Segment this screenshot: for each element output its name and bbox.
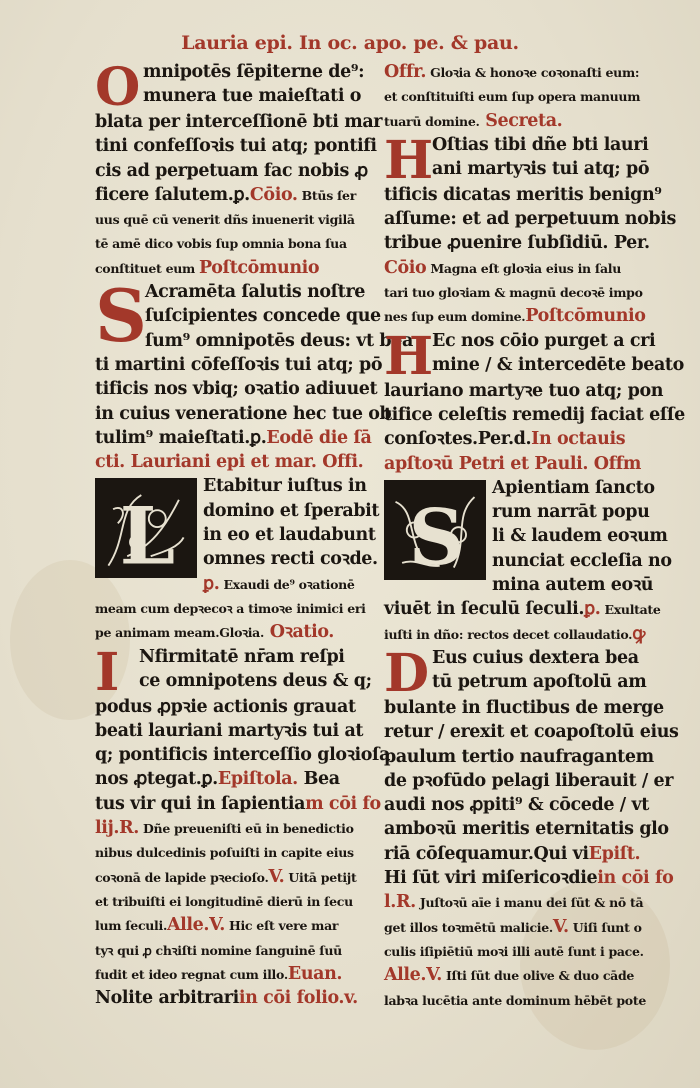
text-segment: fudit et ideo regnat cum illo. xyxy=(95,966,288,982)
text-lines xyxy=(384,183,676,329)
text-line xyxy=(384,745,656,769)
text-line xyxy=(384,890,656,914)
text-segment: conſtituet eum xyxy=(95,260,199,276)
text-segment: tari tuo gloꝛiam & magnū decoꝛē impo xyxy=(384,285,643,301)
rubric-text: Cōio xyxy=(384,257,427,278)
text-segment: audi nos ꝓpiti⁹ & cōcede / vt xyxy=(384,795,649,816)
text-lines xyxy=(384,696,679,1012)
text-segment: uus quē cū venerit dñs inuenerit vigilā xyxy=(95,212,355,228)
text-line xyxy=(95,767,363,791)
text-segment: omnes recti coꝛde. xyxy=(203,549,378,570)
text-segment: ſuſcipientes concede que xyxy=(145,306,381,327)
rubric-text: V. xyxy=(268,866,285,887)
text-segment: viuēt in ſeculū ſeculi. xyxy=(384,599,585,620)
text-lines xyxy=(203,474,380,595)
text-line xyxy=(384,280,656,304)
running-header: Lauria epi. In oc. apo. pe. & pau. xyxy=(181,32,519,54)
text-line xyxy=(95,402,392,426)
text-segment: domino et ſperabit xyxy=(203,500,380,521)
text-line xyxy=(384,403,685,427)
text-segment: cis ad perpetuam fac nobis ꝓ xyxy=(95,160,368,181)
text-line xyxy=(384,231,656,255)
text-line xyxy=(95,596,366,620)
text-line xyxy=(384,379,664,403)
initial-o: O xyxy=(95,57,141,118)
text-lines xyxy=(384,60,656,133)
text-segment: rum narrāt popu xyxy=(492,502,650,523)
paragraph-omnipotens xyxy=(95,57,365,118)
text-segment: iuſti in dño: rectos decet collaudatio. xyxy=(384,626,633,642)
text-segment: in cuius veneratione hec tue ob xyxy=(95,403,392,424)
rubric-text: Oꝛatio. xyxy=(264,622,334,643)
text-line xyxy=(145,280,366,304)
text-line xyxy=(95,110,383,134)
text-line xyxy=(384,452,656,476)
text-line xyxy=(492,476,656,500)
woodcut-ornament xyxy=(387,483,483,583)
rubric-text: cti. Lauriani epi et mar. Offi. xyxy=(95,452,364,473)
text-segment: tifice celeſtis remedij faciat eſſe xyxy=(384,404,685,425)
text-segment: Magna eſt gloꝛia eius in ſalu xyxy=(426,260,621,276)
paragraph-hec-nos xyxy=(384,325,684,387)
text-line xyxy=(384,696,664,720)
rubric-text: l.R. xyxy=(384,892,416,913)
text-line xyxy=(203,474,367,498)
text-lines xyxy=(95,353,392,474)
text-line xyxy=(432,329,656,353)
text-line xyxy=(139,645,363,669)
text-segment: Juſtoꝛū aīe i manu dei ſūt & nō tā xyxy=(415,895,644,911)
rubric-text: Poſtcōmunio xyxy=(525,306,646,327)
rubric-text: in cōi fo xyxy=(597,868,674,889)
text-segment: de pꝛofūdo pelagi liberauit / er xyxy=(384,770,674,791)
text-segment: lauriano martyꝛe tuo atq; pon xyxy=(384,380,664,401)
text-segment: mine / & intercedēte beato xyxy=(432,354,684,375)
text-segment: tuarū domine. xyxy=(384,113,480,129)
text-line xyxy=(95,840,363,864)
text-line xyxy=(95,450,363,474)
text-line xyxy=(95,159,368,183)
text-line xyxy=(203,523,376,547)
text-segment: Uiſi ſunt o xyxy=(568,919,642,935)
text-segment: beati lauriani martyꝛis tui at xyxy=(95,720,364,741)
text-line xyxy=(492,524,668,548)
text-lines xyxy=(384,597,661,646)
rubric-text: Epiſtola. xyxy=(217,769,298,790)
text-line xyxy=(432,157,656,181)
text-segment: conſoꝛtes.Per.d. xyxy=(384,429,532,450)
text-line xyxy=(384,988,656,1012)
text-line xyxy=(95,986,363,1010)
text-line xyxy=(95,719,363,743)
text-segment: nibus dulcedinis poſuiſti in capite eius xyxy=(95,845,354,861)
text-segment: ce omnipotens deus & q; xyxy=(139,670,372,691)
text-line xyxy=(384,207,676,231)
text-line xyxy=(95,889,363,913)
text-line xyxy=(95,207,363,231)
text-segment: retur / erexit et coapoſtolū eius xyxy=(384,722,679,743)
text-lines xyxy=(432,329,684,379)
text-line xyxy=(384,720,679,744)
text-line xyxy=(432,670,656,694)
rubric-text: Secreta. xyxy=(479,110,563,131)
text-line xyxy=(384,817,669,841)
woodcut-ornament xyxy=(98,481,194,584)
initial-s: S xyxy=(95,273,147,359)
text-segment: ficere ſalutem.ꝑ. xyxy=(95,184,250,205)
text-line xyxy=(203,499,380,523)
paragraph-letabitur xyxy=(95,474,380,595)
text-segment: Exultate xyxy=(600,602,661,618)
text-lines xyxy=(95,596,366,645)
right-column xyxy=(384,60,685,1012)
rubric-text: Poſtcōmunio xyxy=(199,257,320,278)
woodcut-letter: S xyxy=(408,492,465,583)
paragraph-hostias xyxy=(384,129,656,191)
text-line xyxy=(203,547,378,571)
rubric-text: Epiſt. xyxy=(588,843,641,864)
text-line xyxy=(143,60,363,84)
text-segment: tificis dicatas meritis benign⁹ xyxy=(384,184,662,205)
text-segment: tus vir qui in ſapientia xyxy=(95,793,306,814)
text-segment: tū petrum apoſtolū am xyxy=(432,672,647,693)
rubric-text: in cōi folio.v. xyxy=(238,988,358,1009)
text-line xyxy=(95,816,363,840)
text-segment: tini confeſſoꝛis tui atq; pontifi xyxy=(95,136,377,157)
text-line xyxy=(95,938,363,962)
text-lines xyxy=(95,110,383,280)
text-line xyxy=(95,792,381,816)
text-segment: Bea xyxy=(297,769,340,790)
text-line xyxy=(384,963,656,987)
text-segment: meam cum depꝛecoꝛ a timoꝛe inimici eri xyxy=(95,600,366,616)
text-segment: tē amē dico vobis ſup omnia bona ſua xyxy=(95,236,347,252)
text-line xyxy=(432,353,684,377)
rubric-text: m cōi fo xyxy=(305,793,381,814)
text-lines xyxy=(384,379,685,476)
text-segment: culis iſipiētiū moꝛi illi autē ſunt i pace. xyxy=(384,943,644,959)
text-segment: pe animam meam.Gloꝛia. xyxy=(95,625,265,641)
text-lines xyxy=(95,695,391,1011)
paragraph-sacramenta xyxy=(95,273,413,359)
text-line xyxy=(95,134,377,158)
text-line xyxy=(384,842,656,866)
text-line xyxy=(95,231,363,255)
text-segment: amboꝛū meritis eternitatis glo xyxy=(384,819,669,840)
rubric-text: Alle.V. xyxy=(167,915,225,936)
text-segment: tificis nos vbiq; oꝛatio adiuuet xyxy=(95,379,378,400)
text-segment: ani martyꝛis tui atq; pō xyxy=(432,159,650,180)
woodcut-letter: L xyxy=(119,490,176,584)
initial-h: H xyxy=(384,129,434,191)
text-line xyxy=(384,866,674,890)
rubric-text: Eodē die ſā xyxy=(266,427,372,448)
text-line xyxy=(384,793,656,817)
rubric-text: Offr. xyxy=(384,62,427,82)
text-lines xyxy=(432,646,656,696)
initial-d: D xyxy=(384,642,430,704)
text-line xyxy=(95,962,363,986)
woodcut-initial-l xyxy=(95,478,197,584)
paragraph-sapientiam xyxy=(384,476,672,597)
paragraph-deus-cuius xyxy=(384,642,656,704)
rubric-text: Euan. xyxy=(287,963,343,984)
text-line xyxy=(384,939,656,963)
text-lines xyxy=(492,476,672,597)
text-segment: Hi ſūt viri miſericoꝛdie xyxy=(384,868,598,889)
text-lines xyxy=(145,280,413,353)
text-line xyxy=(95,695,363,719)
rubric-text: V. xyxy=(552,916,569,937)
rubric-text: lij.R. xyxy=(95,818,139,839)
text-segment: nes ſup eum domine. xyxy=(384,309,526,325)
text-line xyxy=(145,304,381,328)
text-line xyxy=(384,427,656,451)
rubric-text: ꝑ. xyxy=(203,573,220,594)
text-segment: et tribuiſti ei longitudinē dierū in ſecu xyxy=(95,893,353,909)
text-segment: munera tue maieſtati o xyxy=(143,86,362,107)
text-line xyxy=(95,913,363,937)
text-line xyxy=(384,597,661,621)
text-line xyxy=(95,865,363,889)
text-segment: tribue ꝓuenire ſubſidiū. Per. xyxy=(384,233,650,254)
text-segment: nos ꝓtegat.ꝑ. xyxy=(95,769,218,790)
text-line xyxy=(145,329,413,353)
rubric-text: Cōio. xyxy=(249,184,298,205)
text-line xyxy=(384,84,656,108)
text-segment: lum ſeculi. xyxy=(95,918,167,934)
text-line xyxy=(432,133,656,157)
text-line xyxy=(143,84,363,108)
text-segment: Nolite arbitrari xyxy=(95,988,239,1009)
text-line xyxy=(95,183,363,207)
rubric-text: ꝑ. xyxy=(584,599,601,620)
text-line xyxy=(203,572,363,596)
text-line xyxy=(432,646,656,670)
text-segment: riā cōſequamur.Qui vi xyxy=(384,843,589,864)
text-segment: et conſtituiſti eum ſup opera manuum xyxy=(384,89,641,105)
text-segment: get illos toꝛmētū malicie. xyxy=(384,919,553,935)
text-line xyxy=(492,500,656,524)
initial-h: H xyxy=(384,325,434,387)
rubric-text: ꝙ xyxy=(632,623,645,644)
rubric-text: apſtoꝛū Petri et Pauli. Offm xyxy=(384,453,641,474)
text-segment: Iſti ſūt due olive & duo cāde xyxy=(441,968,635,984)
text-line xyxy=(492,549,672,573)
text-segment: Oſtias tibi dñe bti lauri xyxy=(432,134,649,155)
woodcut-initial-s xyxy=(384,480,486,583)
text-segment: Acramēta ſalutis noſtre xyxy=(145,282,366,303)
text-lines xyxy=(139,645,372,695)
text-segment: Btūs ſer xyxy=(297,187,356,203)
text-lines xyxy=(143,60,363,110)
text-line xyxy=(95,377,378,401)
text-segment: blata per interceſſionē bti mar xyxy=(95,112,383,132)
text-segment: podus ꝓpꝛie actionis grauat xyxy=(95,696,356,717)
initial-i: I xyxy=(95,641,120,703)
text-segment: aſſume: et ad perpetuum nobis xyxy=(384,209,676,230)
text-segment: mnipotēs ſēpiterne de⁹: xyxy=(143,62,365,82)
text-segment: Nfirmitatē nr̄am reſpi xyxy=(139,646,345,667)
text-segment: tyꝛ qui ꝓ chꝛiſti nomine ſanguinē ſuū xyxy=(95,942,342,958)
text-segment: q; pontificis interceſſio gloꝛioſa xyxy=(95,745,391,766)
text-segment: bulante in fluctibus de merge xyxy=(384,697,664,718)
text-segment: Gloꝛia & honoꝛe coꝛonaſti eum: xyxy=(426,65,640,80)
text-segment: paulum tertio naufragantem xyxy=(384,746,654,767)
text-segment: li & laudem eoꝛum xyxy=(492,526,668,547)
text-line xyxy=(139,669,372,693)
text-line xyxy=(384,60,656,84)
text-segment: Hic eſt vere mar xyxy=(224,918,339,934)
text-line xyxy=(384,256,656,280)
text-segment: Dñe preueniſti eū in benedictio xyxy=(138,821,354,837)
text-line xyxy=(384,769,674,793)
text-segment: coꝛonā de lapide pꝛecioſo. xyxy=(95,869,269,885)
text-line xyxy=(384,183,662,207)
text-segment: Eus cuius dextera bea xyxy=(432,647,639,668)
text-line xyxy=(95,620,363,644)
text-segment: ſum⁹ omnipotēs deus: vt bea xyxy=(145,330,413,351)
text-segment: ti martini cōfeſſoꝛis tui atq; pō xyxy=(95,354,383,375)
text-segment: Uitā petijt xyxy=(284,869,357,885)
text-segment: labꝛa lucētia ante dominum hēbēt pote xyxy=(384,992,646,1008)
text-line xyxy=(492,573,656,597)
text-segment: Apientiam ſancto xyxy=(492,477,655,498)
text-line xyxy=(95,426,372,450)
text-line xyxy=(384,915,656,939)
text-segment: mina autem eoꝛū xyxy=(492,575,654,596)
text-lines xyxy=(432,133,656,183)
text-segment: tulim⁹ maieſtati.ꝑ. xyxy=(95,427,267,448)
rubric-text: In octauis xyxy=(531,429,626,450)
text-line xyxy=(95,743,391,767)
text-segment: in eo et laudabunt xyxy=(203,525,376,546)
text-segment: Exaudi de⁹ oꝛationē xyxy=(219,576,355,592)
rubric-text: Alle.V. xyxy=(384,965,442,986)
text-segment: nunciat eccleſia no xyxy=(492,550,672,571)
text-line xyxy=(95,353,383,377)
text-segment: Ec nos cōio purget a cri xyxy=(432,330,656,351)
text-segment: Etabitur iuſtus in xyxy=(203,476,367,497)
paragraph-infirmitatem xyxy=(95,641,372,703)
